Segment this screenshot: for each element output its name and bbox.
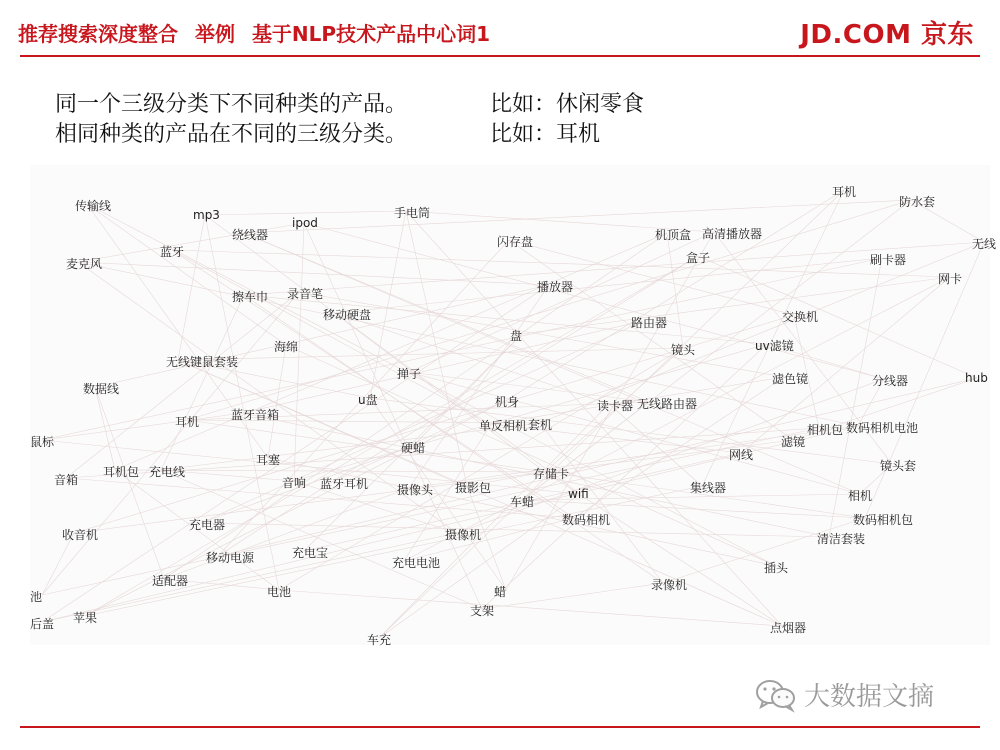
graph-node-label: 高清播放器: [702, 227, 763, 241]
graph-node-label: 闪存盘: [497, 235, 534, 249]
graph-edge: [178, 348, 683, 360]
graph-node-label: 麦克风: [66, 257, 103, 271]
graph-node-label: 适配器: [152, 574, 189, 588]
graph-node-label: 掸子: [397, 367, 422, 381]
graph-node-label: 充电电池: [392, 556, 441, 570]
graph-edge: [244, 233, 860, 494]
graph-edge: [409, 285, 549, 488]
intro-line-2-example: 比如：耳机: [490, 122, 601, 147]
graph-node-label: 盒子: [686, 251, 711, 265]
graph-node-label: 海绵: [274, 340, 299, 354]
graph-node-label: 充电线: [149, 465, 186, 479]
intro-line-1-statement: 同一个三级分类下不同种类的产品。: [55, 92, 408, 117]
graph-edge: [482, 344, 767, 609]
graph-edge: [78, 262, 858, 426]
graph-edge: [299, 292, 784, 377]
graph-node-label: 读卡器: [597, 399, 634, 413]
graph-node-label: 播放器: [537, 280, 574, 294]
graph-edge: [78, 223, 304, 262]
graph-node-label: 摄像头: [397, 483, 434, 497]
intro-line-1: [55, 90, 644, 120]
graph-node-label: 摄像机: [445, 528, 482, 542]
graph-node-label: 移动电源: [206, 551, 255, 565]
graph-node-label: 点烟器: [770, 621, 807, 635]
graph-node-label: 存储卡: [533, 467, 570, 481]
slide-title-part-3: 基于NLP技术产品中心词1: [251, 22, 490, 46]
footer-divider: [20, 726, 980, 728]
graph-node-label: 数据线: [83, 382, 120, 396]
graph-node-label: 手电筒: [394, 206, 431, 220]
graph-edge: [95, 387, 115, 470]
graph-edge: [406, 211, 782, 626]
graph-edge: [294, 344, 767, 481]
graph-node-label: 收音机: [62, 528, 99, 542]
graph-edge: [540, 423, 663, 583]
graph-edge: [172, 250, 491, 424]
graph-node-label: 无线路由器: [637, 397, 698, 411]
graph-node-label: mp3: [193, 208, 220, 222]
graph-node-label: 路由器: [631, 316, 668, 330]
graph-node-label: 绕线器: [232, 228, 269, 242]
graph-node-label: 相机: [848, 489, 873, 503]
graph-node-label: 无线键鼠套装: [166, 355, 239, 369]
graph-node-label: 套机: [528, 418, 553, 432]
graph-node-label: 插头: [764, 561, 789, 575]
graph-node-label: 镜头: [671, 343, 696, 357]
graph-node-label: 机身: [495, 395, 520, 409]
graph-edge: [609, 404, 702, 486]
graph-edge: [243, 321, 643, 413]
header-divider: [20, 55, 980, 57]
graph-node-label: 车充: [367, 633, 392, 647]
graph-node-label: 车蜡: [510, 495, 535, 509]
graph-node-label: 蜡: [494, 585, 507, 599]
graph-node-label: 相机包: [807, 423, 844, 437]
graph-node-label: uv滤镜: [755, 339, 794, 353]
graph-node-label: 耳机: [832, 185, 857, 199]
graph-node-label: 分线器: [872, 374, 909, 388]
graph-node-label: 苹果: [73, 611, 98, 625]
jd-logo: JD.COM 京东: [800, 20, 974, 50]
graph-node-label: 摄影包: [455, 481, 492, 495]
graph-node-label: 蓝牙音箱: [231, 408, 280, 422]
watermark-text: 大数据文摘: [804, 682, 935, 712]
graph-node-label: 充电器: [189, 518, 226, 532]
graph-node-label: 刷卡器: [870, 253, 907, 267]
graph-node-label: hub: [965, 371, 988, 385]
graph-node-label: 充电宝: [292, 546, 329, 560]
graph-edge: [667, 233, 683, 348]
graph-node-label: 支架: [470, 604, 495, 618]
graph-node-label: 池: [30, 590, 43, 604]
graph-node-label: u盘: [358, 393, 378, 407]
graph-node-label: 音响: [282, 476, 307, 490]
graph-node-label: ipod: [292, 216, 318, 230]
graph-node-label: 蓝牙耳机: [320, 477, 369, 491]
graph-node-label: 滤镜: [781, 435, 806, 449]
graph-node-label: 清洁套装: [817, 532, 866, 546]
graph-edge: [482, 583, 663, 609]
graph-node-label: 录音笔: [287, 287, 324, 301]
graph-edge: [42, 292, 299, 595]
wechat-icon: [754, 677, 798, 713]
graph-edge: [164, 488, 409, 579]
intro-line-2: [55, 120, 644, 150]
graph-node-label: wifi: [568, 487, 589, 501]
graph-edge: [178, 215, 205, 360]
graph-edge: [172, 250, 950, 277]
graph-node-label: 盘: [510, 329, 523, 343]
graph-node-label: 无线: [972, 237, 997, 251]
graph-node-label: 集线器: [690, 481, 727, 495]
watermark: [754, 676, 934, 713]
graph-node-label: 耳机包: [103, 465, 140, 479]
graph-edge: [87, 204, 776, 566]
graph-node-label: 录像机: [651, 578, 688, 592]
graph-edge: [698, 256, 977, 378]
intro-line-2-statement: 相同种类的产品在不同的三级分类。: [55, 122, 408, 147]
graph-node-label: 后盖: [30, 617, 55, 631]
graph-edge: [522, 277, 950, 334]
graph-node-label: 硬蜡: [401, 441, 426, 455]
slide-title: [18, 18, 500, 47]
intro-line-1-example: 比如：休闲零食: [490, 92, 645, 117]
graph-node-label: 音箱: [54, 473, 79, 487]
graph-node-label: 电池: [267, 585, 292, 599]
graph-edge: [42, 533, 457, 622]
graph-edge: [205, 211, 406, 215]
graph-node-label: 移动硬盘: [323, 308, 372, 322]
graph-edge: [268, 345, 286, 458]
intro-text: [55, 90, 644, 150]
slide-title-part-2: 举例: [194, 22, 235, 46]
graph-edge: [161, 295, 244, 470]
graph-node-label: 蓝牙: [160, 245, 185, 259]
graph-edge: [201, 446, 413, 523]
graph-node-label: 数码相机: [562, 513, 611, 527]
graph-node-label: 滤色镜: [772, 372, 809, 386]
graph-node-label: 数码相机电池: [846, 421, 919, 435]
graph-edge: [244, 200, 911, 233]
slide-title-part-1: 推荐搜索深度整合: [18, 22, 178, 46]
graph-node-label: 鼠标: [30, 435, 55, 449]
graph-node-label: 镜头套: [880, 459, 917, 473]
graph-node-label: 传输线: [75, 199, 112, 213]
graph-node-label: 交换机: [782, 310, 819, 324]
graph-edge: [279, 590, 782, 626]
graph-node-label: 网卡: [938, 272, 963, 286]
word-network-graph: [30, 165, 997, 647]
graph-node-label: 耳塞: [256, 453, 281, 467]
graph-node-label: 数码相机包: [853, 513, 914, 527]
graph-node-label: 擦车巾: [232, 290, 269, 304]
graph-node-label: 单反相机: [479, 419, 528, 433]
graph-node-label: 网线: [729, 448, 754, 462]
graph-edge: [115, 233, 667, 470]
graph-edge: [279, 348, 683, 590]
graph-node-label: 耳机: [175, 415, 200, 429]
graph-node-label: 防水套: [899, 195, 936, 209]
graph-node-label: 机顶盒: [655, 228, 692, 242]
graph-edge: [85, 486, 702, 616]
